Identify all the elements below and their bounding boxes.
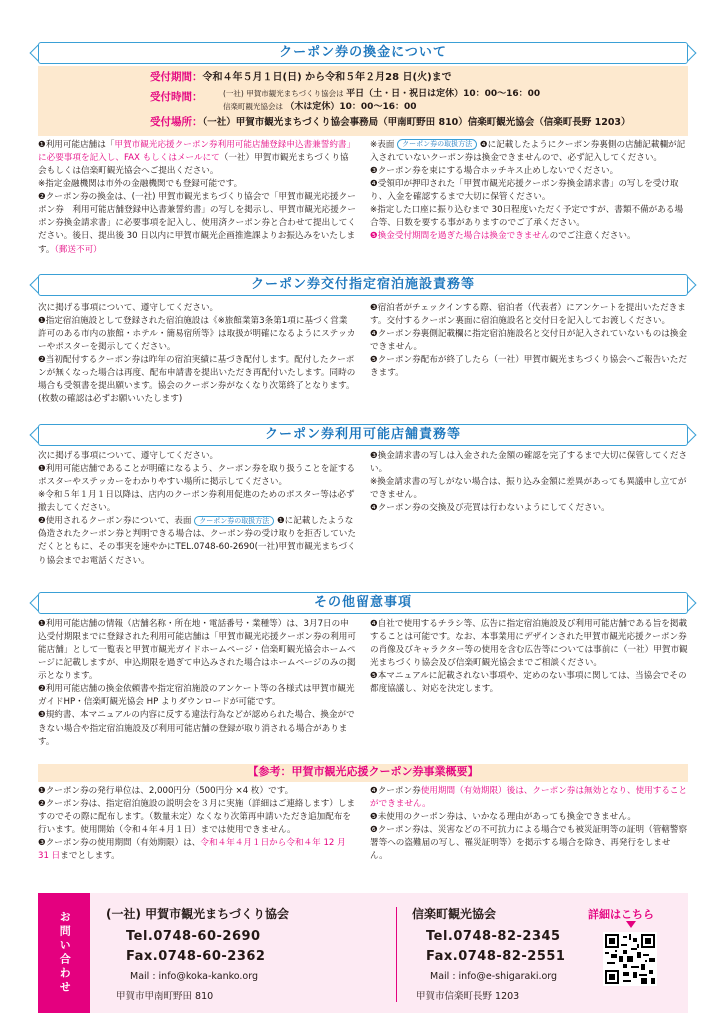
reception-period: 令和４年５月１日(日) から令和５年２月28 日(火)まで <box>202 72 452 83</box>
org2-name: 信楽町観光協会 <box>412 907 497 921</box>
exchange-left-column: ❶利用可能店舗は「甲賀市観光応援クーポン券利用可能店舗登録申込書兼誓約書」に必要事項を記入し、FAX もしくはメールにて（一社）甲賀市観光まちづくり協会もしくは信楽町観光協会へご提出ください。 ※指定金融機関は市外の金融機関でも登録可能です。 ❷クーポン券の換金は、(一社) 甲賀市観光まちづくり協会で「甲賀市観光応援クーポン券 利用可能店舗登録申込書兼誓約書」の写しを掲示し、甲賀市観光応援クーポン券換金請求書」に必要事項を記入し、使用済クーポン券と合わせて提出してください。後日、提出後 30 日以内に甲賀市観光企画推進課よりお振込みをいたします。（郵送不可） <box>38 140 356 255</box>
section-banner-exchange <box>38 42 688 64</box>
reception-time: (一社) 甲賀市観光まちづくり協会は 平日（土・日・祝日は定休）10：00～16：00 信楽町観光協会は （木は定休）10：00～16：00 <box>223 89 541 112</box>
other-title: その他留意事項 <box>313 595 412 611</box>
org2-address: 甲賀市信楽町長野 1203 <box>416 991 520 1002</box>
org2-tel[interactable]: Tel.0748-82-2345 <box>426 929 561 944</box>
org1-mail[interactable]: Mail : info@koka-kanko.org <box>130 971 258 982</box>
other-left-column: ❶利用可能店舗の情報（店舗名称・所在地・電話番号・業種等）は、3月7日の申込受付期限までに登録された利用可能店舗は「甲賀市観光応援クーポン券の利用可能店舗」として一覧表と甲賀市観光ガイドホームページ・信楽町観光協会ホームページに記載しますが、申込期限を過ぎて申込みされた場合はホームページのみの掲示となります。 ❷利用可能店舗の換金依頼書や指定宿泊施設のアンケート等の各様式は甲賀市観光ガイドHP・信楽町観光協会 HP よりダウンロードが可能です。 ❸規約書、本マニュアルの内容に反する違法行為などが認められた場合、換金ができない場合や指定宿泊施設及び利用可能店舗の登録が取り消される場合があります。 <box>38 619 356 747</box>
org1-address: 甲賀市甲南町野田 810 <box>116 991 214 1002</box>
lodging-title: クーポン券交付指定宿泊施設責務等 <box>250 277 475 293</box>
lodging-left-column: 次に掲げる事項について、遵守してください。 ❶指定宿泊施設として登録された宿泊施設は《※旅館業第3条第1項に基づく営業許可のある市内の旅館・ホテル・簡易宿所等》は取扱が明確になるようにステッカーやポスターを掲示してください。 ❷当初配付するクーポン券は昨年の宿泊実績に基づき配付します。配付したクーポンが無くなった場合は再度、配布申請書を提出いただき再配付いたします。同時の場合も受領書を提出願います。協会のクーポン券がなくなり次第終了となります。(枚数の確認は必ずお願いいたします) <box>38 303 356 405</box>
reception-place: （一社）甲賀市観光まちづくり協会事務局（甲南町野田 810）信楽町観光協会（信楽町長野 1203） <box>202 117 631 128</box>
org1-name: (一社) 甲賀市観光まちづくり協会 <box>106 907 290 921</box>
qr-code-icon[interactable] <box>603 932 657 986</box>
org2-mail[interactable]: Mail : info@e-shigaraki.org <box>430 971 558 982</box>
org1-tel[interactable]: Tel.0748-60-2690 <box>126 929 261 944</box>
other-right-column: ❹自社で使用するチラシ等、広告に指定宿泊施設及び利用可能店舗である旨を掲載することは可能です。なお、本事業用にデザインされた甲賀市観光応援クーポン券の肖像及びキャラクター等の使用を含む広告等については事前に（一社）甲賀市観光まちづくり協会及び信楽町観光協会までご相談ください。 ❺本マニュアルに記載されない事項や、定めのない事項に関しては、当協会でその都度協議し、対応を決定します。 <box>370 619 688 695</box>
section-banner-shops <box>38 424 688 446</box>
reference-left-column: ❶クーポン券の発行単位は、2,000円分（500円分 ×4 枚）です。 ❷クーポン券は、指定宿泊施設の説明会を３月に実施（詳細はご連絡します）しますのでその際に配布します。（数量未定）なくなり次第再申請いただき追加配布を行います。使用開始（令和４年４月１日）までは使用できません。 ❸クーポン券の使用期間（有効期限）は、令和４年４月１日から令和４年 12 月 31 日までとします。 <box>38 786 356 862</box>
org1-fax: Fax.0748-60-2362 <box>126 949 266 964</box>
reception-info-box: 受付期間：令和４年５月１日(日) から令和５年２月28 日(火)まで 受付時間： (一社) 甲賀市観光まちづくり協会は 平日（土・日・祝日は定休）10：00～16：00 信楽町観光協会は （木は定休）10：00～16：00 受付場所：（一社）甲賀市観光まちづくり協会事務局（甲南町野田 810）信楽町観光協会（信楽町長野 1203） <box>38 66 688 136</box>
arrow-down-icon <box>626 921 636 928</box>
shops-left-column: 次に掲げる事項について、遵守してください。 ❶利用可能店舗であることが明確になるよう、クーポン券を取り扱うことを証するポスターやステッカーをわかりやすい場所に掲示してください。 ※令和５年１月１日以降は、店内のクーポン券利用促進のためのポスター等は必ず撤去してください。 ❷使用されるクーポン券について、表面 クーポン券の取扱方法 ❶に記載したような偽造されたクーポン券と判明できる場合は、クーポン券の受け取りを拒否していただくとともに、その事実を速やかにTEL.0748-60-2690(一社)甲賀市観光まちづくり協会までお電話ください。 <box>38 451 356 566</box>
lodging-right-column: ❸宿泊者がチェックインする際、宿泊者（代表者）にアンケートを提出いただきます。交付するクーポン裏面に宿泊施設名と交付日を記入してお渡しください。 ❹クーポン券裏側記載欄に指定宿泊施設名と交付日が記入されていないものは換金できません。 ❺クーポン券配布が終了したら（一社）甲賀市観光まちづくり協会へご報告いただきます。 <box>370 303 688 379</box>
exchange-title: クーポン券の換金について <box>279 45 447 61</box>
contact-side-label: お問い合わせ <box>38 893 90 1013</box>
shops-title: クーポン券利用可能店舗責務等 <box>264 427 461 443</box>
reference-title: 【参考：甲賀市観光応援クーポン券事業概要】 <box>38 764 688 782</box>
section-banner-lodging <box>38 274 688 296</box>
org2-fax: Fax.0748-82-2551 <box>426 949 566 964</box>
shops-right-column: ❸換金請求書の写しは入金された金額の確認を完了するまで大切に保管してください。 ※換金請求書の写しがない場合は、振り込み金額に差異があっても異議申し立てができません。 ❹クーポン券の交換及び売買は行わないようにしてください。 <box>370 451 688 514</box>
exchange-right-column: ※表面 クーポン券の取扱方法 ❹に記載したようにクーポン券裏側の店舗記載欄が記入されていないクーポン券は換金できませんので、必ず記入してください。 ❸クーポン券を束にする場合ホッチキス止めしないでください。 ❹受領印が押印された「甲賀市観光応援クーポン券換金請求書」の写しを受け取り、入金を確認するまで大切に保管ください。 ※指定した口座に振り込むまで 30日程度いただく予定ですが、書類不備がある場合等、日数を要する事がありますのでご了承ください。 ❺換金受付期間を過ぎた場合は換金できませんのでご注意ください。 <box>370 140 686 242</box>
detail-link-label: 詳細はこちら <box>588 908 654 921</box>
reference-right-column: ❹クーポン券使用期間（有効期限）後は、クーポン券は無効となり、使用することができません。 ❺未使用のクーポン券は、いかなる理由があっても換金できません。 ❻クーポン券は、災害などの不可抗力による場合でも被災証明等の証明（管轄警察署等への盗難届の写し、罹災証明等）を掲示する場合を除き、再発行をしません。 <box>370 786 688 862</box>
section-banner-other <box>38 592 688 614</box>
